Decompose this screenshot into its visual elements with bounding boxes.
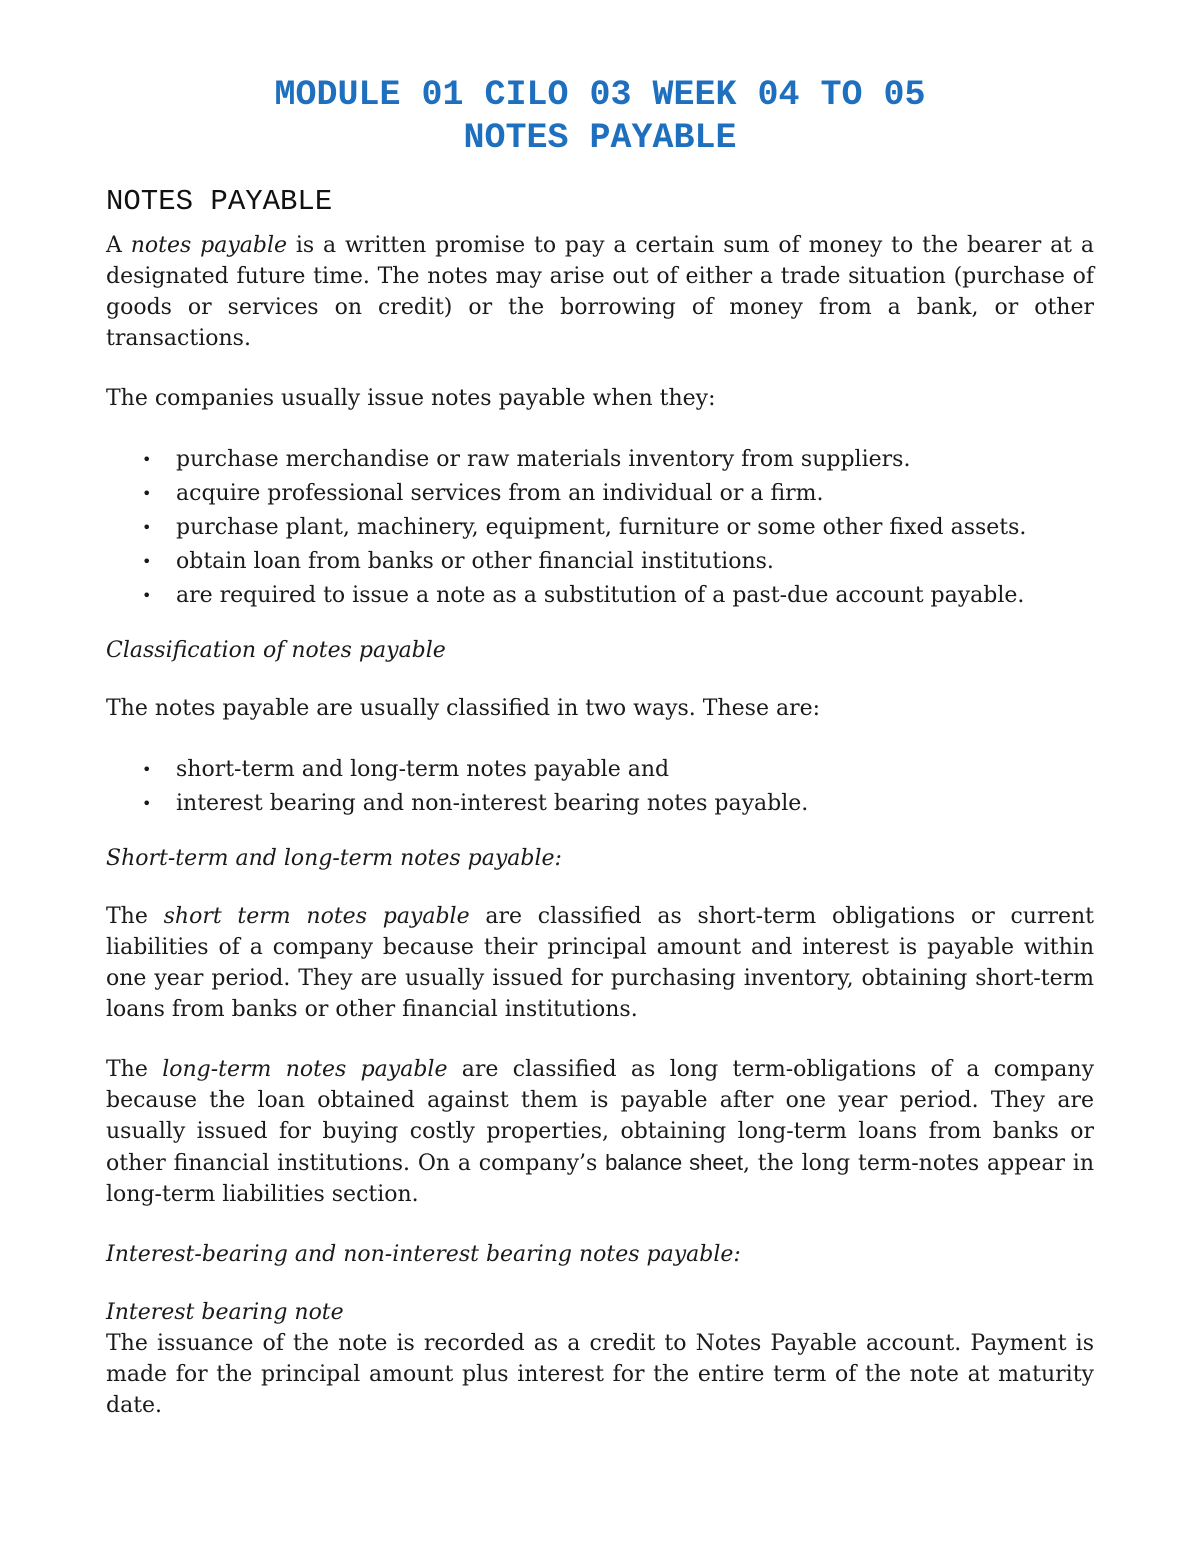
list-item-text: obtain loan from banks or other financial institutions. xyxy=(176,549,774,574)
title-line-1: MODULE 01 CILO 03 WEEK 04 TO 05 xyxy=(274,75,926,115)
interest-text-end: . Payment is made for the principal amount plus interest for the entire term of the note at maturity date. xyxy=(106,1331,1094,1418)
long-term-prefix: The xyxy=(106,1057,163,1082)
bullet-icon: • xyxy=(142,518,152,537)
list-item xyxy=(106,511,1094,545)
bullet-icon: • xyxy=(142,552,152,571)
bullet-icon: • xyxy=(142,484,152,503)
list-item xyxy=(106,579,1094,613)
long-term-paragraph xyxy=(106,1054,1094,1210)
list-item xyxy=(106,545,1094,579)
list-item-text: interest bearing and non-interest bearing notes payable. xyxy=(176,791,809,816)
intro-prefix: A xyxy=(106,233,131,258)
list-item-text: purchase merchandise or raw materials inventory from suppliers. xyxy=(176,447,911,472)
bullet-icon: • xyxy=(142,586,152,605)
classification-intro: The notes payable are usually classified in two ways. These are: xyxy=(106,696,821,721)
list-item-text: short-term and long-term notes payable and xyxy=(176,757,670,782)
interest-paragraph xyxy=(106,1328,1094,1421)
bullet-icon: • xyxy=(142,760,152,779)
interest-subheading: Interest bearing note xyxy=(106,1300,344,1325)
intro-term: notes payable xyxy=(130,233,288,258)
list-item xyxy=(106,753,1094,787)
list-item xyxy=(106,443,1094,477)
short-long-heading: Short-term and long-term notes payable: xyxy=(106,846,562,871)
document-body xyxy=(106,184,1094,1450)
list-item xyxy=(106,787,1094,821)
issue-reasons-list xyxy=(106,443,1094,613)
long-term-term: long-term notes payable xyxy=(162,1057,448,1082)
intro-text: is a written promise to pay a certain sum of money to the bearer at a designated future time. The notes may arise out of either a trade situation (purchase of goods or services on credit) or the borrowing of money from a bank, or other transactions. xyxy=(106,233,1094,351)
section-heading: NOTES PAYABLE xyxy=(106,185,333,218)
short-term-paragraph xyxy=(106,901,1094,1025)
short-term-term: short term notes payable xyxy=(163,904,470,929)
title-line-2: NOTES PAYABLE xyxy=(463,118,737,158)
classification-heading: Classification of notes payable xyxy=(106,638,446,663)
bullet-icon: • xyxy=(142,450,152,469)
classification-list xyxy=(106,753,1094,821)
list-item-text: are required to issue a note as a substitution of a past-due account payable. xyxy=(176,583,1025,608)
document-title xyxy=(0,74,1200,160)
interest-heading: Interest-bearing and non-interest bearing notes payable: xyxy=(106,1242,741,1267)
list-item xyxy=(106,477,1094,511)
long-term-text: are classified as long term-obligations of a company because the loan obtained against them is payable after one year period. They are usually issued for buying costly properties, obtaining long-term loans from banks or other financial institutions. On a company’s xyxy=(106,1057,1095,1176)
list-item-text: purchase plant, machinery, equipment, furniture or some other fixed assets. xyxy=(176,515,1027,540)
long-term-text-end: , the long term-notes appear in long-term liabilities section. xyxy=(106,1151,1094,1207)
intro-paragraph xyxy=(106,230,1094,354)
interest-text: The issuance of the note is recorded as a credit to Notes Payable account xyxy=(106,1331,955,1356)
short-term-text: are classified as short-term obligations or current liabilities of a company because their principal amount and interest is payable within one year period. They are usually issued for purchasing inventory, obtaining short-term loans from banks or other financial institutions. xyxy=(106,904,1095,1022)
list-item-text: acquire professional services from an individual or a firm. xyxy=(176,481,824,506)
balance-sheet-link[interactable]: balance sheet xyxy=(605,1150,743,1175)
short-term-prefix: The xyxy=(106,904,164,929)
bullet-icon: • xyxy=(142,794,152,813)
issue-intro: The companies usually issue notes payable when they: xyxy=(106,386,716,411)
